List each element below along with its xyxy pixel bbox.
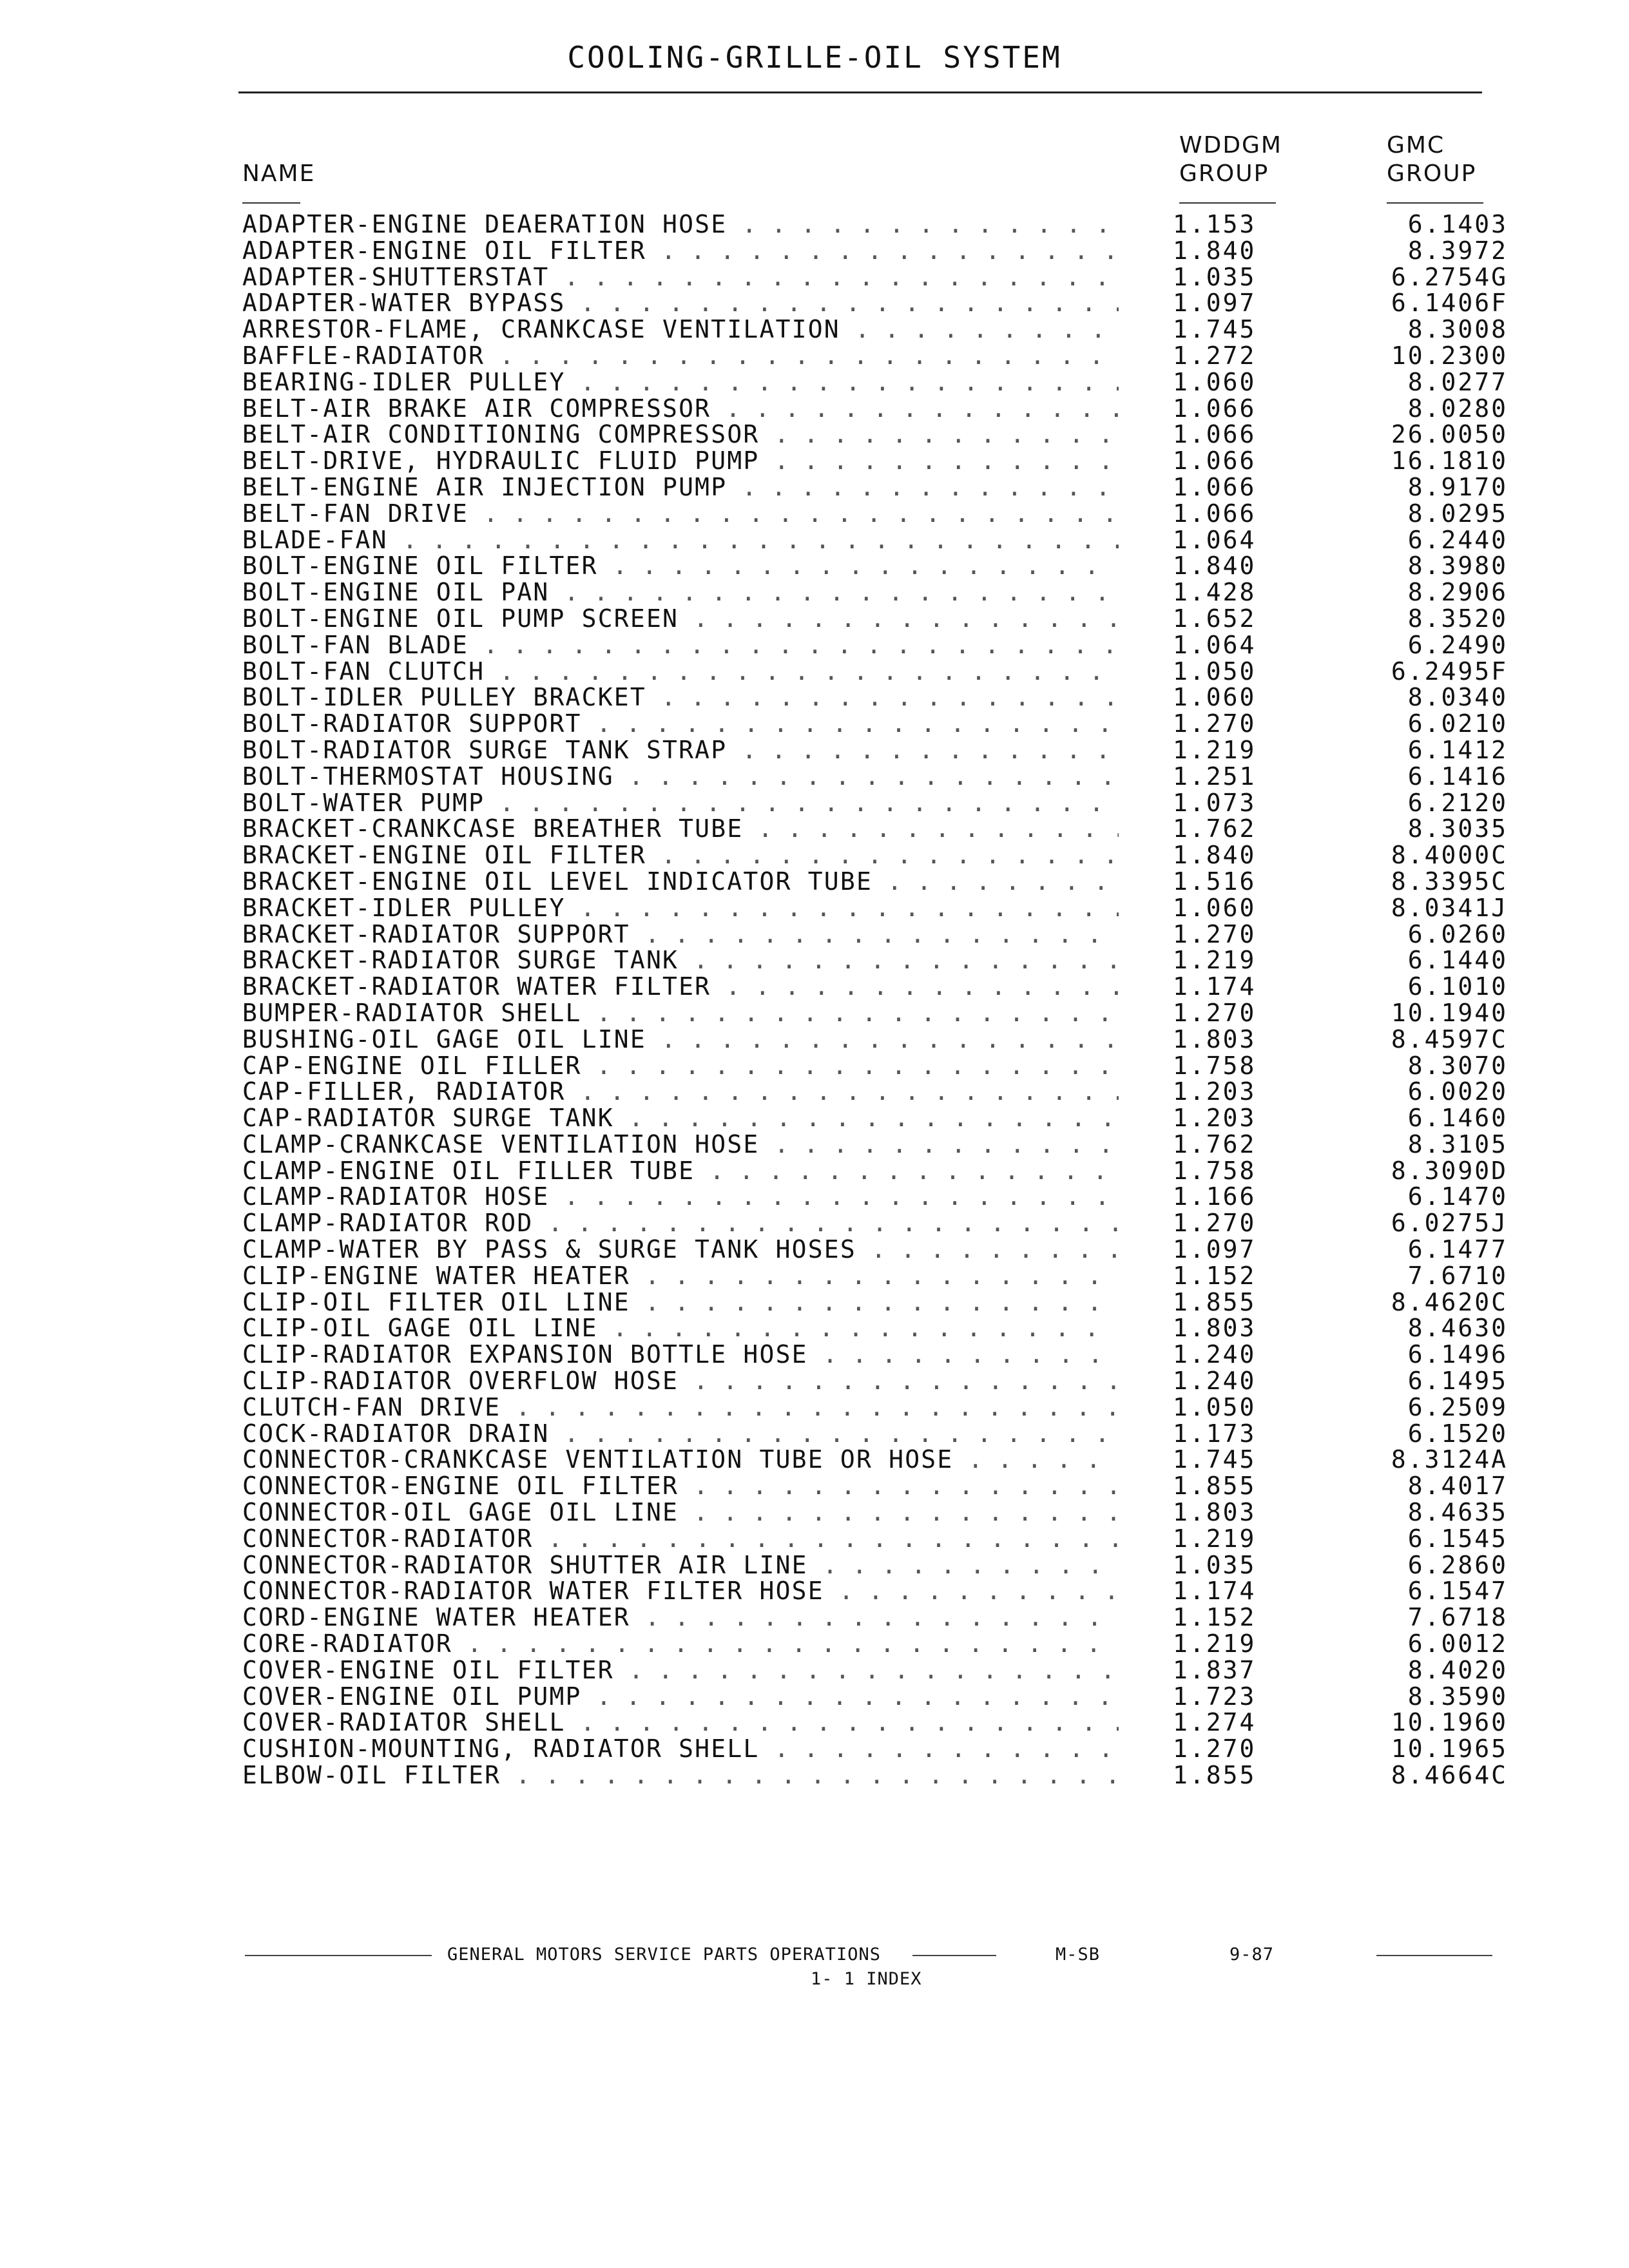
wddgm-group: 1.272 [1173,341,1257,370]
gmc-group: 8.3035 [1407,814,1508,843]
part-name: BRACKET-ENGINE OIL FILTER . . . [242,842,1119,869]
gmc-column-underline [1387,202,1483,204]
wddgm-group: 1.240 [1173,1340,1257,1369]
part-name: BOLT-RADIATOR SUPPORT . . . [242,711,1119,737]
wddgm-group: 1.060 [1173,893,1257,922]
wddgm-group: 1.274 [1173,1708,1257,1737]
part-name: CLAMP-RADIATOR ROD . . . [242,1210,1119,1236]
wddgm-column-underline [1179,202,1276,204]
table-row [0,1026,1629,1053]
wddgm-group: 1.060 [1173,683,1257,712]
table-row [0,684,1629,711]
table-row [0,553,1629,579]
table-row [0,1762,1629,1789]
wddgm-group: 1.240 [1173,1367,1257,1396]
table-row [0,790,1629,816]
wddgm-group: 1.270 [1173,919,1257,948]
gmc-group: 6.2860 [1407,1550,1508,1579]
part-name: BOLT-ENGINE OIL FILTER . . . [242,553,1119,579]
gmc-group: 8.3070 [1407,1051,1508,1080]
table-row [0,1263,1629,1289]
gmc-group: 8.4664C [1391,1761,1508,1790]
part-name: COVER-ENGINE OIL FILTER . . . [242,1657,1119,1684]
wddgm-group: 1.270 [1173,1735,1257,1763]
part-name: BOLT-THERMOSTAT HOUSING . . . [242,764,1119,790]
part-name: BRACKET-CRANKCASE BREATHER TUBE . . . [242,816,1119,842]
wddgm-group: 1.152 [1173,1603,1257,1632]
table-row [0,1473,1629,1499]
table-row [0,290,1629,316]
part-name: CUSHION-MOUNTING, RADIATOR SHELL . . . [242,1736,1119,1762]
table-row [0,842,1629,869]
wddgm-group: 1.174 [1173,972,1257,1001]
part-name: CAP-ENGINE OIL FILLER . . . [242,1053,1119,1079]
gmc-group: 6.1520 [1407,1419,1508,1448]
gmc-group: 6.2490 [1407,630,1508,659]
gmc-header-line1: GMC [1387,132,1445,159]
part-name: CLAMP-CRANKCASE VENTILATION HOSE . . . [242,1131,1119,1158]
gmc-group: 6.2495F [1391,657,1508,686]
table-row [0,501,1629,527]
footer-publisher: GENERAL MOTORS SERVICE PARTS OPERATIONS [447,1945,881,1965]
table-row [0,1736,1629,1762]
wddgm-group: 1.064 [1173,525,1257,554]
part-name: ADAPTER-WATER BYPASS . . . [242,290,1119,316]
wddgm-group: 1.855 [1173,1761,1257,1790]
gmc-group: 7.6718 [1407,1603,1508,1632]
table-row [0,1684,1629,1710]
table-row [0,1368,1629,1394]
table-row [0,1131,1629,1158]
table-row [0,1079,1629,1105]
table-row [0,1499,1629,1526]
table-row [0,711,1629,737]
part-name: CLIP-OIL GAGE OIL LINE . . . [242,1315,1119,1341]
table-row [0,343,1629,369]
table-row [0,816,1629,842]
gmc-group: 6.2509 [1407,1392,1508,1421]
table-row [0,1341,1629,1368]
wddgm-group: 1.840 [1173,552,1257,581]
part-name: BLADE-FAN . . . [242,527,1119,553]
page-title: COOLING-GRILLE-OIL SYSTEM [567,40,1062,75]
gmc-group: 6.1416 [1407,762,1508,791]
table-row [0,1184,1629,1210]
part-name: CLIP-RADIATOR EXPANSION BOTTLE HOSE . . . [242,1341,1119,1368]
wddgm-group: 1.060 [1173,367,1257,396]
table-row [0,316,1629,343]
wddgm-group: 1.723 [1173,1682,1257,1711]
part-name: BRACKET-RADIATOR SURGE TANK . . . [242,947,1119,974]
table-row [0,1000,1629,1026]
gmc-group: 8.3008 [1407,315,1508,344]
gmc-group: 6.0210 [1407,709,1508,738]
gmc-group: 16.1810 [1391,447,1508,476]
part-name: CAP-FILLER, RADIATOR . . . [242,1079,1119,1105]
gmc-group: 8.3520 [1407,604,1508,633]
wddgm-group: 1.173 [1173,1419,1257,1448]
part-name: BOLT-ENGINE OIL PAN . . . [242,579,1119,606]
part-name: BELT-DRIVE, HYDRAULIC FLUID PUMP . . . [242,448,1119,474]
gmc-group: 10.1965 [1391,1735,1508,1763]
wddgm-group: 1.174 [1173,1577,1257,1606]
gmc-group: 7.6710 [1407,1261,1508,1290]
gmc-group: 8.3395C [1391,867,1508,896]
table-row [0,921,1629,948]
wddgm-column-header [1179,131,1282,188]
part-name: BELT-FAN DRIVE . . . [242,501,1119,527]
part-name: CLIP-RADIATOR OVERFLOW HOSE . . . [242,1368,1119,1394]
table-row [0,1552,1629,1579]
table-row [0,737,1629,764]
footer-code: M-SB [1055,1945,1101,1965]
footer-rule-left [245,1955,432,1956]
footer-rule-middle [912,1955,996,1956]
title-divider [238,91,1482,93]
gmc-group: 8.2906 [1407,578,1508,607]
wddgm-group: 1.219 [1173,1629,1257,1658]
gmc-group: 6.1470 [1407,1182,1508,1211]
gmc-group: 6.1406F [1391,289,1508,318]
table-row [0,1709,1629,1736]
wddgm-group: 1.035 [1173,262,1257,291]
wddgm-group: 1.855 [1173,1472,1257,1501]
wddgm-group: 1.064 [1173,630,1257,659]
gmc-group: 6.1545 [1407,1524,1508,1553]
part-name: BELT-AIR BRAKE AIR COMPRESSOR . . . [242,396,1119,422]
table-row [0,264,1629,291]
gmc-group: 8.4017 [1407,1472,1508,1501]
gmc-group: 8.3972 [1407,236,1508,265]
wddgm-group: 1.745 [1173,315,1257,344]
table-row [0,1394,1629,1421]
table-row [0,579,1629,606]
wddgm-group: 1.428 [1173,578,1257,607]
part-name: CLAMP-RADIATOR HOSE . . . [242,1184,1119,1210]
part-name: CONNECTOR-RADIATOR . . . [242,1526,1119,1552]
part-name: CORD-ENGINE WATER HEATER . . . [242,1604,1119,1631]
part-name: BRACKET-RADIATOR WATER FILTER . . . [242,974,1119,1000]
wddgm-group: 1.203 [1173,1077,1257,1106]
gmc-group: 6.1403 [1407,210,1508,238]
gmc-group: 10.1960 [1391,1708,1508,1737]
part-name: ADAPTER-ENGINE DEAERATION HOSE . . . [242,211,1119,238]
wddgm-group: 1.219 [1173,735,1257,764]
table-row [0,396,1629,422]
part-name: CAP-RADIATOR SURGE TANK . . . [242,1105,1119,1131]
gmc-group: 8.0277 [1407,367,1508,396]
wddgm-group: 1.745 [1173,1445,1257,1474]
table-row [0,974,1629,1000]
wddgm-group: 1.166 [1173,1182,1257,1211]
wddgm-group: 1.270 [1173,1209,1257,1238]
table-row [0,606,1629,632]
wddgm-group: 1.758 [1173,1156,1257,1185]
gmc-group: 8.4635 [1407,1498,1508,1527]
table-row [0,1289,1629,1316]
part-name: BAFFLE-RADIATOR . . . [242,343,1119,369]
table-row [0,1446,1629,1473]
wddgm-group: 1.066 [1173,394,1257,423]
part-name: BRACKET-ENGINE OIL LEVEL INDICATOR TUBE . . . [242,869,1119,895]
wddgm-group: 1.203 [1173,1104,1257,1133]
part-name: CONNECTOR-OIL GAGE OIL LINE . . . [242,1499,1119,1526]
wddgm-group: 1.758 [1173,1051,1257,1080]
table-row [0,1315,1629,1341]
part-name: CONNECTOR-RADIATOR SHUTTER AIR LINE . . . [242,1552,1119,1579]
gmc-group: 6.1440 [1407,946,1508,975]
wddgm-group: 1.073 [1173,788,1257,817]
wddgm-group: 1.035 [1173,1550,1257,1579]
wddgm-group: 1.066 [1173,420,1257,449]
table-row [0,1236,1629,1263]
part-name: BEARING-IDLER PULLEY . . . [242,369,1119,396]
table-row [0,1053,1629,1079]
wddgm-header-line2: GROUP [1179,160,1269,187]
gmc-group: 8.0341J [1391,893,1508,922]
table-row [0,1421,1629,1447]
footer-rule-right [1376,1955,1492,1956]
part-name: CLAMP-ENGINE OIL FILLER TUBE . . . [242,1158,1119,1184]
wddgm-group: 1.097 [1173,289,1257,318]
part-name: ADAPTER-ENGINE OIL FILTER . . . [242,238,1119,264]
parts-index-table [0,211,1629,1789]
table-row [0,474,1629,501]
part-name: ARRESTOR-FLAME, CRANKCASE VENTILATION . . . [242,316,1119,343]
gmc-group: 6.1010 [1407,972,1508,1001]
name-column-header: NAME [242,160,316,187]
part-name: CONNECTOR-RADIATOR WATER FILTER HOSE . . . [242,1578,1119,1604]
footer-date: 9-87 [1229,1945,1275,1965]
gmc-group: 6.2440 [1407,525,1508,554]
gmc-group: 6.1495 [1407,1367,1508,1396]
table-row [0,1526,1629,1552]
wddgm-group: 1.251 [1173,762,1257,791]
wddgm-group: 1.050 [1173,1392,1257,1421]
part-name: BOLT-IDLER PULLEY BRACKET . . . [242,684,1119,711]
table-row [0,658,1629,685]
part-name: CLIP-OIL FILTER OIL LINE . . . [242,1289,1119,1316]
gmc-group: 8.3590 [1407,1682,1508,1711]
gmc-group: 10.1940 [1391,998,1508,1027]
wddgm-group: 1.840 [1173,841,1257,870]
table-row [0,1105,1629,1131]
table-row [0,1578,1629,1604]
wddgm-group: 1.803 [1173,1024,1257,1053]
part-name: CONNECTOR-ENGINE OIL FILTER . . . [242,1473,1119,1499]
part-name: CLIP-ENGINE WATER HEATER . . . [242,1263,1119,1289]
part-name: COCK-RADIATOR DRAIN . . . [242,1421,1119,1447]
gmc-group: 8.3090D [1391,1156,1508,1185]
gmc-group: 8.3124A [1391,1445,1508,1474]
table-row [0,869,1629,895]
table-row [0,527,1629,553]
wddgm-group: 1.855 [1173,1287,1257,1316]
part-name: BOLT-FAN CLUTCH . . . [242,658,1119,685]
part-name: BOLT-RADIATOR SURGE TANK STRAP . . . [242,737,1119,764]
gmc-group: 6.1460 [1407,1104,1508,1133]
wddgm-group: 1.152 [1173,1261,1257,1290]
gmc-group: 8.4020 [1407,1655,1508,1684]
table-row [0,1657,1629,1684]
part-name: CLUTCH-FAN DRIVE . . . [242,1394,1119,1421]
table-row [0,1631,1629,1657]
wddgm-group: 1.050 [1173,657,1257,686]
part-name: BOLT-FAN BLADE . . . [242,632,1119,658]
wddgm-group: 1.803 [1173,1314,1257,1343]
wddgm-group: 1.219 [1173,946,1257,975]
gmc-group: 6.0260 [1407,919,1508,948]
part-name: BRACKET-RADIATOR SUPPORT . . . [242,921,1119,948]
part-name: BUMPER-RADIATOR SHELL . . . [242,1000,1119,1026]
wddgm-group: 1.097 [1173,1235,1257,1264]
table-row [0,895,1629,921]
wddgm-group: 1.762 [1173,814,1257,843]
part-name: BELT-AIR CONDITIONING COMPRESSOR . . . [242,421,1119,448]
part-name: BUSHING-OIL GAGE OIL LINE . . . [242,1026,1119,1053]
footer-page-ref: 1- 1 INDEX [811,1969,922,1989]
wddgm-group: 1.219 [1173,1524,1257,1553]
table-row [0,238,1629,264]
gmc-group: 8.4000C [1391,841,1508,870]
table-row [0,448,1629,474]
part-name: BRACKET-IDLER PULLEY . . . [242,895,1119,921]
wddgm-group: 1.652 [1173,604,1257,633]
gmc-group: 8.3105 [1407,1129,1508,1158]
table-row [0,369,1629,396]
part-name: BOLT-WATER PUMP . . . [242,790,1119,816]
gmc-group: 26.0050 [1391,420,1508,449]
part-name: CORE-RADIATOR . . . [242,1631,1119,1657]
gmc-group: 6.2754G [1391,262,1508,291]
gmc-group: 6.1496 [1407,1340,1508,1369]
wddgm-header-line1: WDDGM [1179,132,1282,159]
gmc-group: 8.9170 [1407,472,1508,501]
gmc-group: 10.2300 [1391,341,1508,370]
part-name: COVER-RADIATOR SHELL . . . [242,1709,1119,1736]
table-row [0,211,1629,238]
table-row [0,1604,1629,1631]
part-name: ELBOW-OIL FILTER . . . [242,1762,1119,1789]
gmc-group: 6.0275J [1391,1209,1508,1238]
wddgm-group: 1.762 [1173,1129,1257,1158]
part-name: CONNECTOR-CRANKCASE VENTILATION TUBE OR HOSE . . . [242,1446,1119,1473]
gmc-header-line2: GROUP [1387,160,1477,187]
gmc-group: 8.4620C [1391,1287,1508,1316]
part-name: BOLT-ENGINE OIL PUMP SCREEN . . . [242,606,1119,632]
gmc-group: 6.0020 [1407,1077,1508,1106]
wddgm-group: 1.066 [1173,472,1257,501]
gmc-group: 6.0012 [1407,1629,1508,1658]
wddgm-group: 1.840 [1173,236,1257,265]
wddgm-group: 1.066 [1173,447,1257,476]
table-row [0,632,1629,658]
gmc-column-header [1387,131,1476,188]
gmc-group: 6.1477 [1407,1235,1508,1264]
table-row [0,764,1629,790]
wddgm-group: 1.270 [1173,998,1257,1027]
gmc-group: 6.2120 [1407,788,1508,817]
part-name: COVER-ENGINE OIL PUMP . . . [242,1684,1119,1710]
gmc-group: 8.4630 [1407,1314,1508,1343]
gmc-group: 8.0295 [1407,499,1508,528]
wddgm-group: 1.803 [1173,1498,1257,1527]
wddgm-group: 1.516 [1173,867,1257,896]
gmc-group: 8.0280 [1407,394,1508,423]
table-row [0,1158,1629,1184]
part-name: CLAMP-WATER BY PASS & SURGE TANK HOSES . . . [242,1236,1119,1263]
gmc-group: 8.4597C [1391,1024,1508,1053]
part-name: BELT-ENGINE AIR INJECTION PUMP . . . [242,474,1119,501]
part-name: ADAPTER-SHUTTERSTAT . . . [242,264,1119,291]
page-footer [0,1945,1629,2003]
name-column-underline [242,202,300,204]
wddgm-group: 1.837 [1173,1655,1257,1684]
table-row [0,1210,1629,1236]
gmc-group: 8.3980 [1407,552,1508,581]
wddgm-group: 1.270 [1173,709,1257,738]
table-row [0,947,1629,974]
gmc-group: 8.0340 [1407,683,1508,712]
table-row [0,421,1629,448]
wddgm-group: 1.066 [1173,499,1257,528]
gmc-group: 6.1412 [1407,735,1508,764]
gmc-group: 6.1547 [1407,1577,1508,1606]
wddgm-group: 1.153 [1173,210,1257,238]
